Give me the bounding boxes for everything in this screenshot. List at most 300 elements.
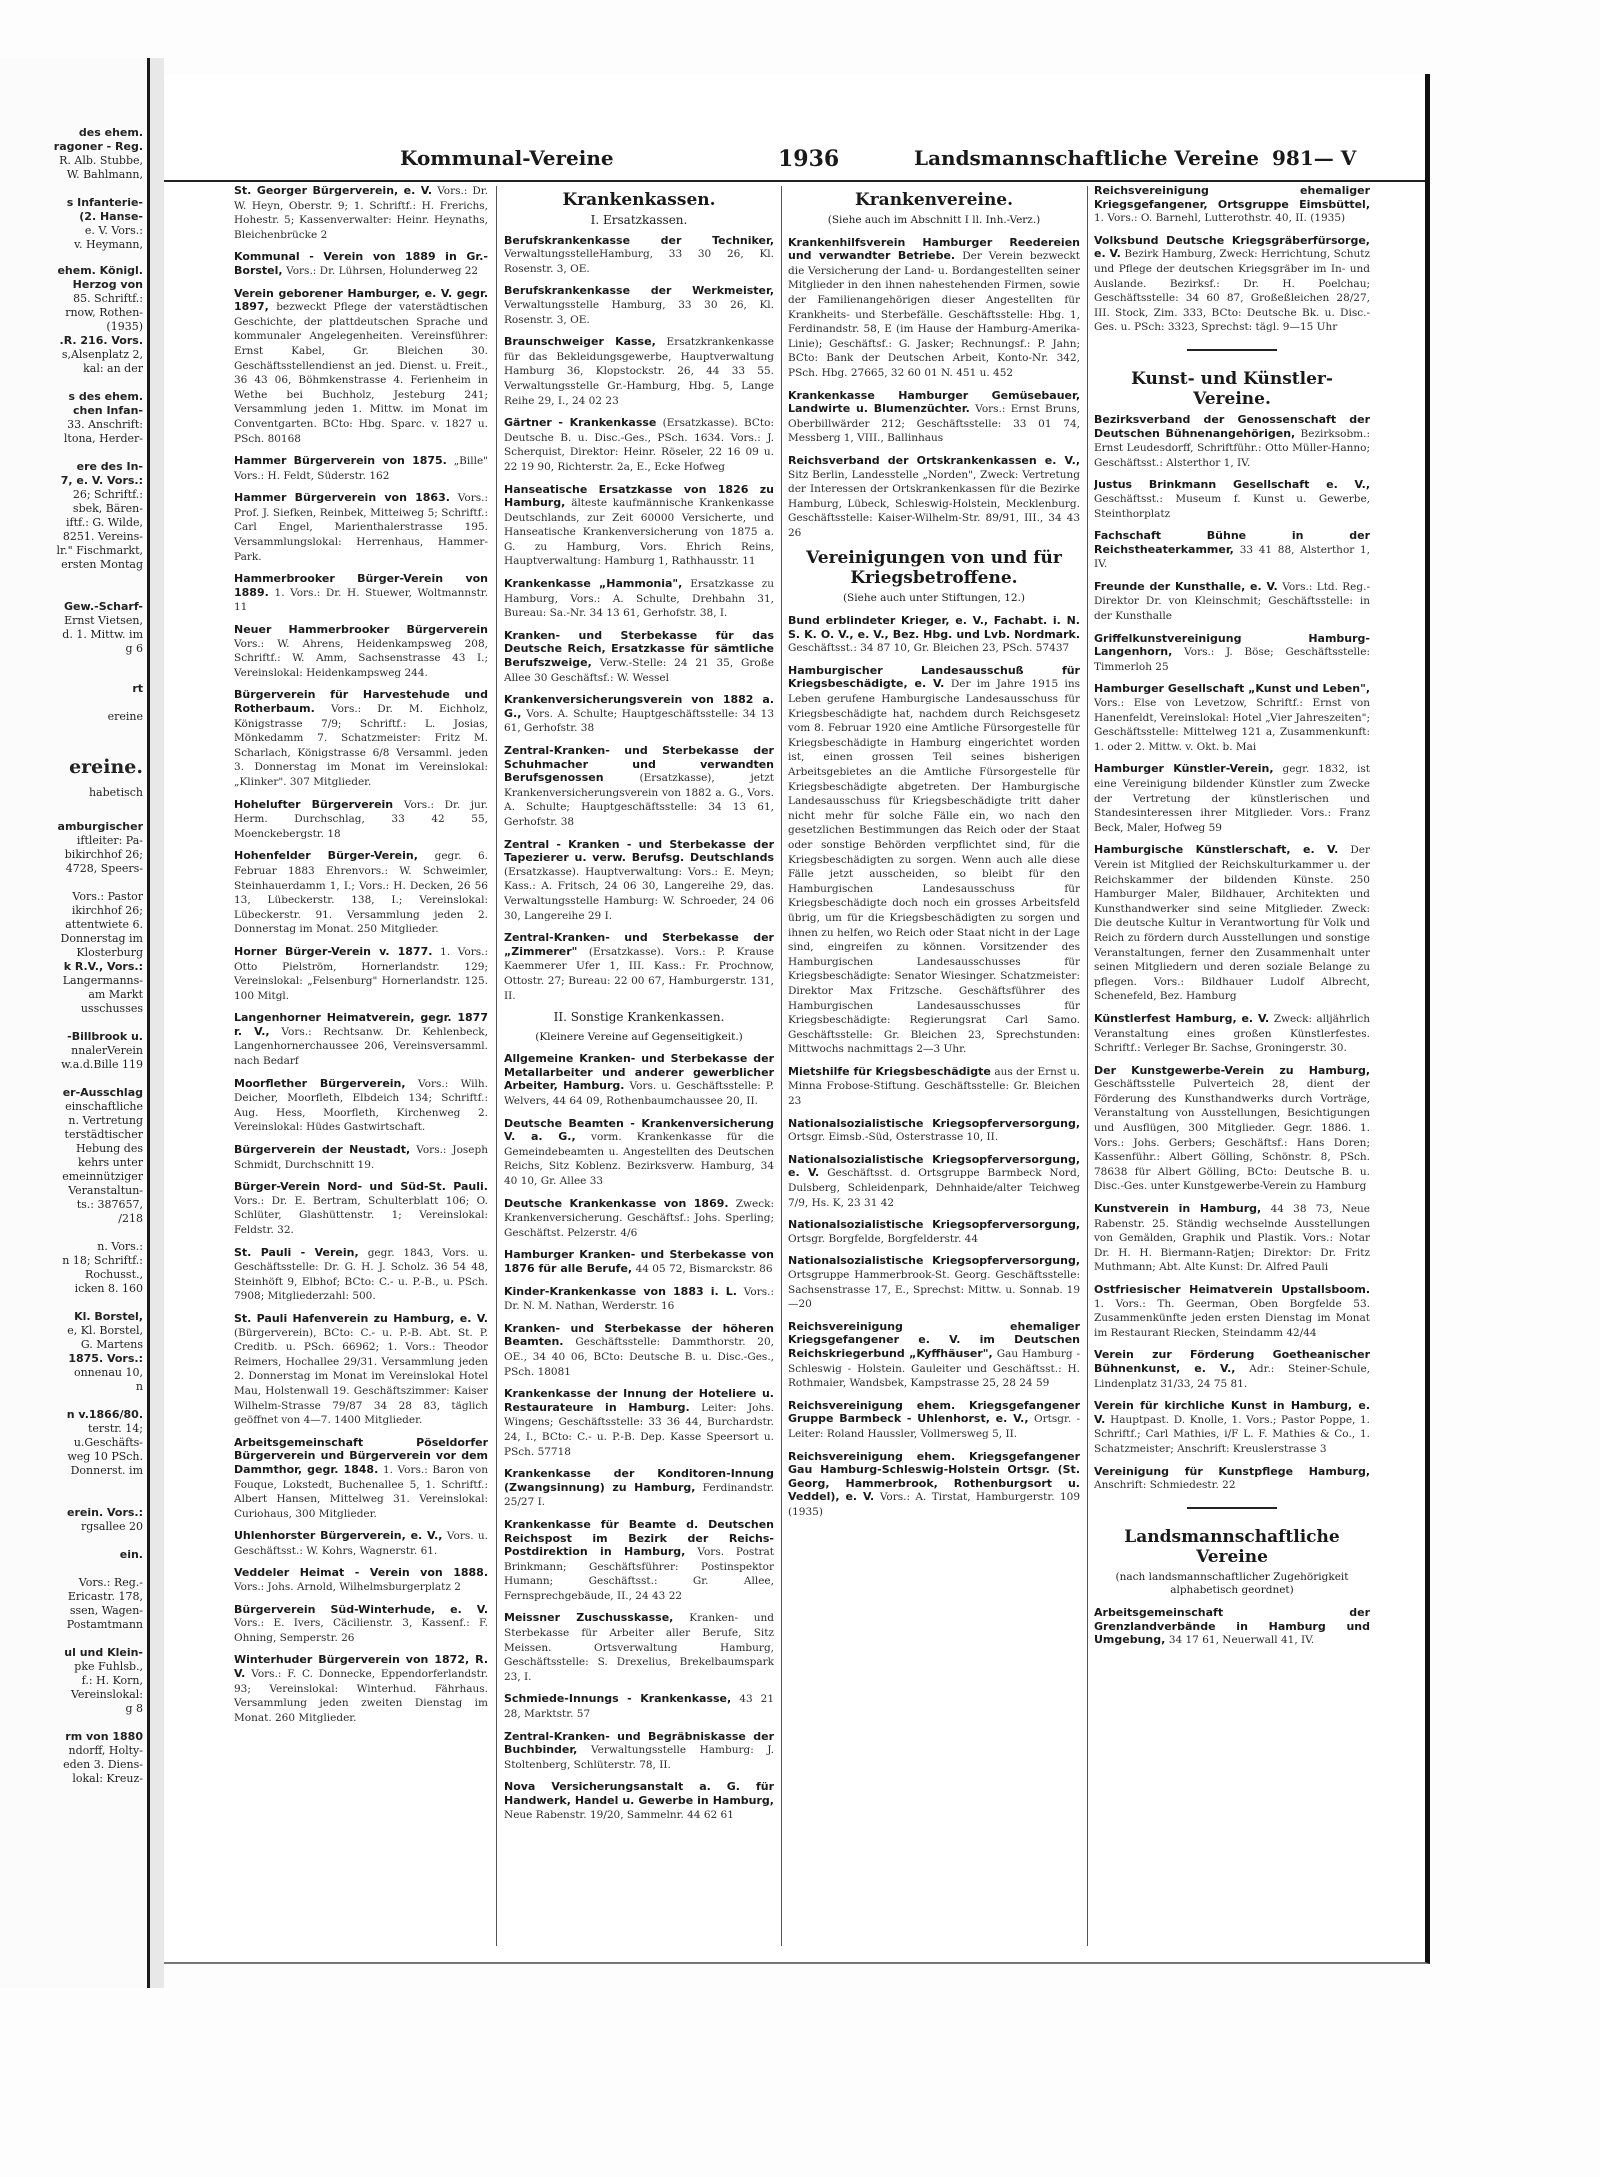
directory-entry [234, 849, 488, 937]
strip-text-line: ul und Klein- [64, 1646, 143, 1659]
entry-details: Hauptpast. D. Knolle, 1. Vors.; Pastor Poppe, 1. Schriftf.; Carl Mathies, i/F L. F. Mathies & Co., 1. Schatzmeister; Anschrift: Kreuslerstrasse 3 [1094, 1413, 1370, 1455]
directory-entry [504, 931, 774, 1003]
entry-details: Gau Hamburg - Schleswig - Holstein. Gauleiter und Geschäftsst.: H. Rothmaier, Wandsbek, Kampstrasse 25, 28 24 59 [788, 1347, 1080, 1390]
directory-entry [504, 1197, 774, 1241]
strip-text-line: n v.1866/80. [66, 1408, 143, 1421]
entry-details: Vors.: Johs. Arnold, Wilhelmsburgerplatz 2 [234, 1581, 461, 1594]
directory-entry [504, 1730, 774, 1773]
directory-entry [504, 577, 774, 621]
directory-entry [788, 1254, 1080, 1311]
directory-entry [788, 614, 1080, 656]
strip-text-line: rt [132, 682, 143, 695]
entry-list [504, 1052, 774, 1822]
strip-text-line: pke Fuhlsb., [74, 1660, 143, 1673]
strip-text-line: icken 8. 160 [74, 1282, 143, 1295]
directory-entry [788, 1218, 1080, 1246]
strip-text-line: iftleiter: Pa- [76, 834, 143, 847]
entry-name: Hanseatische Ersatzkasse von 1826 zu Hamburg, [504, 482, 774, 510]
section-title: Kunst- und Künstler-Vereine. [1131, 368, 1333, 409]
directory-entry [234, 798, 488, 842]
strip-text-line: Ernst Vietsen, [64, 614, 143, 627]
strip-text-line: eden 3. Diens- [63, 1758, 143, 1771]
directory-entry [1094, 1399, 1370, 1456]
directory-entry [1094, 1202, 1370, 1275]
directory-entry [504, 1052, 774, 1108]
entry-details: 34 17 61, Neuerwall 41, IV. [1168, 1634, 1315, 1647]
section-title: Krankenkassen. [562, 190, 716, 210]
entry-details: Vors. u. Geschäftsstelle: P. Welvers, 44 64 09, Rothenbaumchaussee 20, II. [504, 1080, 774, 1108]
strip-text-line: Rochusst., [85, 1268, 143, 1281]
directory-entry [1094, 632, 1370, 675]
entry-details: „Bille" Vors.: H. Feldt, Süderstr. 162 [234, 455, 488, 482]
directory-entry [234, 1436, 488, 1522]
entry-name: Künstlerfest Hamburg, e. V. [1094, 1011, 1270, 1025]
strip-text-line: R. Alb. Stubbe, [59, 154, 143, 167]
column-kommunal-vereine [234, 184, 488, 1954]
section-divider [1187, 349, 1277, 351]
entry-details: Vors.: Else von Levetzow, Schriftf.: Ernst von Hanenfeldt, Vereinslokal: Hotel „Vier Jahreszeiten"; Geschäftsstelle: Mittelweg 121 a, Zusammenkunft: 1. oder 2. Mittw. v. Okt. b. Mai [1094, 697, 1370, 753]
entry-name: Deutsche Krankenkasse von 1869. [504, 1196, 729, 1210]
entry-details: Bezirksobm.: Ernst Leudesdorff, Schriftführ.: Otto Müller-Hanno; Geschäftsst.: Alsterthor 1, IV. [1094, 427, 1370, 469]
directory-entry [1094, 762, 1370, 835]
entry-details: Ortsgruppe Hammerbrook-St. Georg. Geschäftsstelle: Sachsenstrasse 17, E., Sprechst: Mittw. u. Sonnab. 19—20 [788, 1269, 1080, 1311]
entry-details: vorm. Krankenkasse für die Gemeindebeamten u. Angestellten des Deutschen Reichs, Sitz Koblenz. Bezirksverw. Hamburg, 34 40 10, Gr. Allee 33 [504, 1131, 774, 1188]
entry-name: Reichsvereinigung ehem. Kriegsgefangener Gau Hamburg-Schleswig-Holstein Ortsgr. (St. Georg, Hammerbrook, Rothenburgsort u. Veddel), e. V. [788, 1449, 1080, 1504]
entry-list [1094, 1606, 1370, 1648]
entry-name: Neuer Hammerbrooker Bürgerverein [234, 623, 488, 637]
strip-text-line: usschusses [80, 1002, 143, 1015]
directory-entry [1094, 843, 1370, 1004]
entry-name: Zentral - Kranken - und Sterbekasse der Tapezierer u. verw. Berufsg. Deutschlands [504, 837, 774, 865]
entry-details: (Ersatzkasse). BCto: Deutsche B. u. Disc.-Ges., PSch. 1634. Vors.: J. Scherquist, Direktor: Heinr. Röseler, 22 16 09 u. 22 19 90, Richterstr. 2a, E., Ecke Hofweg [504, 417, 774, 473]
section-title: Krankenvereine. [854, 190, 1014, 210]
entry-details: Ortsgr. - Leiter: Roland Haussler, Vollmersweg 5, II. [788, 1413, 1080, 1440]
entry-name: Ostfriesischer Heimatverein Upstallsboom. [1094, 1283, 1370, 1296]
strip-text-line: Ericastr. 178, [67, 1590, 143, 1603]
strip-text-line: s,Alsenplatz 2, [61, 348, 143, 361]
strip-text-line: g 8 [125, 1702, 143, 1715]
entry-details: Der Verein ist Mitglied der Reichskulturkammer u. der Reichskammer der bildenden Künste. 250 Hamburger Maler, Bildhauer, Architekten und Kunsthandwerker sind seine Mitglieder. Zweck: Die deutsche Kultur in Verantwortung für Volk und Reich zu fördern durch Ausstellungen und sonstige Veranstaltungen, ferner den Zusammenhalt unter seinen Mitgliedern und deren soziale Belange zu pflegen. Vors.: Bildhauer Ludolf Albrecht, Schenefeld, Bez. Hamburg [1094, 844, 1370, 1003]
directory-entry [788, 389, 1080, 446]
entry-name: Der Kunstgewerbe-Verein zu Hamburg, [1094, 1063, 1370, 1077]
strip-text-line: e, Kl. Borstel, [67, 1324, 143, 1337]
strip-text-line: weg 10 PSch. [67, 1450, 143, 1463]
entry-details: Vors.: Rechtsanw. Dr. Kehlenbeck, Langenhornerchaussee 206, Vereinsversamml. nach Bedarf [234, 1025, 488, 1068]
strip-text-line: ikirchhof 26; [71, 904, 143, 917]
column-kunst-vereine [1094, 184, 1370, 1954]
directory-entry [504, 1611, 774, 1684]
entry-name: Verein für kirchliche Kunst in Hamburg, e. V. [1094, 1399, 1370, 1426]
entry-details: Vors.: Wilh. Deicher, Moorfleth, Elbdeich 134; Schriftf.: Aug. Hess, Moorfleth, Kirchenweg 2. Vereinslokal: Hüdes Gastwirtschaft. [234, 1077, 488, 1134]
entry-details: Der Verein bezweckt die Versicherung der Land- u. Bordangestellten seiner Mitglieder in den ihnen nahestehenden Firmen, sowie der Familienangehörigen dieser Angestellten für Krankheits- und Sterbefälle. Geschäftsstelle: Hbg. 1, Ferdinandstr. 58, E (im Hause der Hamburg-Amerika-Linie); Geschäftsf.: G. Jasker; Rechnungsf.: P. Jahn; BCto: Bank der Deutschen Arbeit, Konto-Nr. 342, PSch. Hbg. 27665, 32 60 01 N. 451 u. 452 [788, 250, 1080, 379]
entry-name: Kranken- und Sterbekasse der höheren Beamten. [504, 1321, 774, 1349]
strip-text-line: W. Bahlmann, [66, 168, 143, 181]
directory-entry [788, 1065, 1080, 1109]
entry-name: Kunstverein in Hamburg, [1094, 1202, 1262, 1216]
directory-entry [234, 688, 488, 789]
strip-text-line: am Markt [88, 988, 143, 1001]
entry-name: Krankenversicherungsverein von 1882 a. G., [504, 693, 774, 720]
header-section-left: Kommunal-Vereine [400, 146, 614, 170]
entry-name: Nationalsozialistische Kriegsopferversorgung, e. V. [788, 1152, 1080, 1180]
strip-text-line: chen Infan- [72, 404, 143, 417]
entry-name: St. Pauli - Verein, [234, 1245, 359, 1259]
entry-name: Arbeitsgemeinschaft der Grenzlandverbände in Hamburg und Umgebung, [1094, 1605, 1370, 1647]
strip-text-line: e. V. Vors.: [84, 224, 143, 237]
strip-text-line: -Billbrook u. [67, 1030, 143, 1043]
strip-text-line: w.a.d.Bille 119 [61, 1058, 143, 1071]
entry-details: Vors.: Dr. W. Heyn, Oberstr. 9; 1. Schriftf.: H. Frerichs, Hohestr. 5; Kassenverwalter: Heinr. Heynaths, Bleichenbrücke 2 [234, 185, 488, 241]
entry-name: Braunschweiger Kasse, [504, 335, 656, 349]
directory-entry [788, 454, 1080, 541]
entry-name: Mietshilfe für Kriegsbeschädigte [788, 1064, 991, 1078]
strip-text-line: Veranstaltun- [68, 1184, 143, 1197]
entry-name: Hamburger Kranken- und Sterbekasse von 1876 für alle Berufe, [504, 1248, 774, 1275]
strip-text-line: erein. Vors.: [67, 1506, 143, 1519]
strip-text-line: G. Martens [80, 1338, 143, 1351]
entry-details: VerwaltungsstelleHamburg, 33 30 26, Kl. Rosenstr. 3, OE. [504, 248, 774, 275]
entry-details: Vors.: Dr. M. Eichholz, Königstrasse 7/9; Schriftf.: L. Josias, Mönkedamm 7. Schatzmeister: Fritz M. Scharlach, Königstrasse 6/8 Versamml. jeden 3. Donnerstag im Monat im Vereinslokal: „Klinker". 307 Mitglieder. [234, 703, 488, 788]
entry-details: Zweck: alljährlich Veranstaltung eines großen Künstlerfestes. Schriftf.: Verleger Br. Sachse, Groningerstr. 30. [1094, 1012, 1370, 1055]
entry-details: Geschäftsst.: Museum f. Kunst u. Gewerbe, Steinthorplatz [1094, 492, 1370, 520]
strip-text-line: ereine. [69, 756, 143, 778]
entry-details: Vors.: J. Böse; Geschäftsstelle: Timmerloh 25 [1094, 646, 1370, 673]
entry-name: Hamburgischer Landesausschuß für Kriegsbeschädigte, e. V. [788, 663, 1080, 691]
entry-name: Veddeler Heimat - Verein von 1888. [234, 1566, 488, 1580]
directory-entry [234, 1312, 488, 1428]
directory-entry [234, 1603, 488, 1646]
entry-name: Reichsvereinigung ehemaliger Kriegsgefangener e. V. im Deutschen Reichskriegerbund „Kyffhäuser", [788, 1319, 1080, 1360]
strip-text-line: Vors.: Pastor [72, 890, 143, 903]
strip-text-line: Vereinslokal: [70, 1688, 143, 1701]
entry-details: Vors.: Dr. Lührsen, Holunderweg 22 [286, 264, 479, 277]
entry-details: Ersatzkrankenkasse für das Bekleidungsgewerbe, Hauptverwaltung Hamburg 36, Klopstockstr. 26, 44 33 55. Verwaltungsstelle Gr.-Hamburg, Hbg. 5, Lange Reihe 29, I., 24 02 23 [504, 336, 774, 407]
strip-text-line: Hebung des [75, 1142, 143, 1155]
strip-text-line: .R. 216. Vors. [59, 334, 143, 347]
entry-details: gegr. 1832, ist eine Vereinigung bildender Künstler zum Zwecke der Vertretung der künstlerischen und Standesinteressen ihrer Mitglieder. Vors.: Franz Beck, Maler, Hofweg 59 [1094, 763, 1370, 834]
directory-entry [234, 1077, 488, 1135]
directory-entry [1094, 1283, 1370, 1340]
directory-entry [1094, 580, 1370, 624]
strip-text-line: kehrs unter [77, 1156, 143, 1169]
section-subtitle: I. Ersatzkassen. [590, 213, 688, 227]
strip-text-line: amburgischer [57, 820, 143, 833]
entry-list [788, 614, 1080, 1519]
entry-name: Hamburgische Künstlerschaft, e. V. [1094, 843, 1339, 857]
entry-name: Fachschaft Bühne in der Reichstheaterkammer, [1094, 529, 1370, 556]
entry-name: Berufskrankenkasse der Werkmeister, [504, 284, 774, 298]
strip-text-line: s des ehem. [68, 390, 143, 403]
strip-text-line: 85. Schriftf.: [73, 292, 143, 305]
header-year: 1936 [778, 146, 840, 172]
strip-text-line: ssen, Wagen- [69, 1604, 143, 1617]
entry-name: Krankenkasse der Innung der Hoteliere u. Restaurateure in Hamburg. [504, 1387, 774, 1414]
page-header [164, 146, 1430, 182]
entry-details: Ortsgr. Borgfelde, Borgfelderstr. 44 [788, 1232, 979, 1245]
entry-details: Leiter: Johs. Wingens; Geschäftsstelle: 33 36 44, Burchardstr. 24, I., BCto: C.- u. P.-B. Dep. Kasse Speersort u. PSch. 57718 [504, 1401, 774, 1458]
entry-name: Nationalsozialistische Kriegsopferversorgung, [788, 1116, 1080, 1130]
section-note: (Siehe auch unter Stiftungen, 12.) [842, 592, 1026, 605]
section-note: (nach landsmannschaftlicher Zugehörigkeit alphabetisch geordnet) [1115, 1570, 1349, 1597]
entry-details: Vors.: E. Ivers, Cäcilienstr. 3, Kassenf.: F. Ohning, Semperstr. 26 [234, 1617, 488, 1644]
directory-entry [234, 1653, 488, 1725]
directory-entry [1094, 1465, 1370, 1493]
directory-entry [788, 236, 1080, 381]
entry-name: Bund erblindeter Krieger, e. V., Fachabt. i. N. S. K. O. V., e. V., Bez. Hbg. und Lvb. Nordmark. [788, 614, 1080, 641]
strip-text-line: ltona, Herder- [63, 432, 143, 445]
directory-entry [504, 1117, 774, 1189]
directory-entry [234, 1529, 488, 1558]
entry-name: Zentral-Kranken- und Sterbekasse der Schuhmacher und verwandten Berufsgenossen [504, 744, 774, 785]
entry-name: Hammerbrooker Bürger-Verein von 1889. [234, 572, 488, 599]
entry-details: Vors.: Ltd. Reg.-Direktor Dr. von Kleinschmit; Geschäftsstelle: in der Kunsthalle [1094, 580, 1370, 623]
directory-entry [504, 483, 774, 570]
strip-text-line: 26; Schriftf.: [72, 488, 143, 501]
directory-entry [234, 1180, 488, 1237]
entry-name: Langenhorner Heimatverein, gegr. 1877 r. V., [234, 1011, 488, 1038]
entry-name: Moorflether Bürgerverein, [234, 1076, 406, 1090]
entry-details: Bezirk Hamburg, Zweck: Herrichtung, Schutz und Pflege der deutschen Kriegsgräber im In- und Auslande. Bezirksf.: Dr. H. Poelchau; Geschäftsstelle: 34 60 87, Großeßleichen 28/27, III. Stock, Zim. 333, BCto: Deutsche Bk. u. Disc.-Ges. u. PSch: 3323, Sprechst: tägl. 9—15 Uhr [1094, 248, 1370, 334]
entry-details: Verwaltungsstelle Hamburg, 33 30 26, Kl. Rosenstr. 3, OE. [504, 298, 774, 326]
entry-name: Verein geborener Hamburger, e. V. gegr. 1897, [234, 286, 488, 314]
strip-text-line: 8251. Vereins- [62, 530, 143, 543]
strip-text-line: bikirchhof 26; [64, 848, 143, 861]
entry-details: bezweckt Pflege der vaterstädtischen Geschichte, der plattdeutschen Sprache und kommunaler Angelegenheiten. Vereinsführer: Ernst Kabel, Gr. Bleichen 30. Geschäftsstellendienst an jed. Dienst. u. Freit., 36 43 06, Böhmkenstrasse 4. Ferienheim in Wethe bei Buchholz, Jesteburg 241; Versammlung jeden 1. Mittw. im Monat im Conventgarten. BCto: Hbg. Sparc. v. 1827 u. PSch. 80168 [234, 301, 488, 445]
directory-entry [1094, 413, 1370, 470]
entry-name: Kranken- und Sterbekasse für das Deutsche Reich, Ersatzkasse für sämtliche Berufszweige, [504, 628, 774, 670]
strip-text-line: n [135, 1380, 143, 1393]
directory-entry [504, 284, 774, 327]
strip-text-line: des ehem. [78, 126, 143, 139]
strip-text-line: lr." Fischmarkt, [56, 544, 143, 557]
directory-entry [1094, 682, 1370, 754]
entry-name: Krankenkasse der Konditoren-Innung (Zwangsinnung) zu Hamburg, [504, 1467, 774, 1494]
entry-details: 44 38 73, Neue Rabenstr. 25. Ständig wechselnde Ausstellungen von Gemälden, Graphik und Plastik. Vors.: Notar Dr. H. H. Biermann-Ratjen; Direktor: Dr. Fritz Muthmann; Abt. Alte Kunst: Dr. Alfred Pauli [1094, 1203, 1370, 1274]
column-divider [1087, 186, 1088, 1946]
strip-text-line: einschaftliche [65, 1100, 143, 1113]
directory-entry [504, 1780, 774, 1822]
directory-entry [234, 454, 488, 483]
entry-details: 1. Vors.: O. Barnehl, Lutterothstr. 40, II. (1935) [1094, 212, 1346, 225]
directory-entry [504, 335, 774, 408]
entry-details: Vors.: W. Ahrens, Heidenkampsweg 208, Schriftf.: W. Amm, Sachsenstrasse 43 I.; Vereinslokal: Heidenkampsweg 244. [234, 637, 488, 679]
section-note: (Siehe auch im Abschnitt I ll. Inh.-Verz.) [827, 214, 1041, 226]
section-note: (Kleinere Vereine auf Gegenseitigkeit.) [535, 1030, 743, 1043]
directory-entry [788, 1153, 1080, 1210]
directory-entry [234, 1143, 488, 1172]
strip-text-line: 33. Anschrift: [67, 418, 143, 431]
directory-entry [234, 1246, 488, 1304]
strip-text-line: iftf.: G. Wilde, [66, 516, 143, 529]
directory-entry [504, 744, 774, 830]
strip-text-line: rnow, Rothen- [65, 306, 143, 319]
entry-list [1094, 413, 1370, 1493]
strip-text-line: attentwiete 6. [65, 918, 143, 931]
entry-details: gegr. 1843, Vors. u. Geschäftsstelle: Dr. G. H. J. Scholz. 36 54 48, Steinhöft 9, Elbhof; BCto: C.- u. P.-B., u. PSch. 7908; Mitgliederzahl: 500. [234, 1246, 488, 1303]
strip-text-line: kal: an der [83, 362, 143, 375]
strip-text-line: ragoner - Reg. [53, 140, 143, 153]
directory-entry [504, 416, 774, 474]
header-section-right: Landsmannschaftliche Vereine [914, 146, 1259, 170]
strip-text-line: Herzog von [72, 278, 143, 291]
entry-details: aus der Ernst u. Minna Frobose-Stiftung. Geschäftsstelle: Gr. Bleichen 23 [788, 1065, 1080, 1108]
entry-list [234, 184, 488, 1725]
strip-text-line: (2. Hanse- [79, 210, 143, 223]
section-title: Vereinigungen von und für Kriegsbetroffene. [806, 548, 1062, 589]
directory-entry [504, 234, 774, 277]
entry-name: Justus Brinkmann Gesellschaft e. V., [1094, 478, 1370, 492]
directory-entry [234, 491, 488, 564]
entry-details: Vors.: A. Tirstat, Hamburgerstr. 109 (1935) [788, 1491, 1080, 1518]
strip-text-line: ndorff, Holty- [68, 1744, 143, 1757]
entry-name: Meissner Zuschusskasse, [504, 1611, 674, 1625]
entry-details: 1. Vors.: Dr. H. Stuewer, Woltmannstr. 11 [234, 586, 488, 614]
entry-details: Verw.-Stelle: 24 21 35, Große Allee 30 Geschäftsf.: W. Wessel [504, 657, 774, 684]
strip-text-line: Gew.-Scharf- [64, 600, 143, 613]
entry-name: Freunde der Kunsthalle, e. V. [1094, 579, 1278, 593]
entry-name: Vereinigung für Kunstpflege Hamburg, [1094, 1464, 1370, 1478]
entry-details: Vors. Postrat Brinkmann; Geschäftsführer: Postinspektor Humann; Geschäftsst.: Gr. Allee, Fernsprechgebäude, II., 24 43 22 [504, 1546, 774, 1602]
directory-entry [788, 1399, 1080, 1442]
directory-entry [1094, 1606, 1370, 1648]
entry-name: Krankenkasse für Beamte d. Deutschen Reichspost im Bezirk der Reichs-Postdirektion in Hamburg, [504, 1517, 774, 1559]
entry-name: Zentral-Kranken- und Begräbniskasse der Buchbinder, [504, 1729, 774, 1757]
strip-text-line: rm von 1880 [65, 1730, 143, 1743]
directory-entry [1094, 529, 1370, 572]
strip-text-line: Postamtmann [66, 1618, 143, 1631]
entry-name: Winterhuder Bürgerverein von 1872, R. V. [234, 1653, 488, 1681]
entry-details: älteste kaufmännische Krankenkasse Deutschlands, zur Zeit 60000 Versicherte, und Hanseatische Krankenversicherung von 1875 a. G. zu Hamburg, Vors. Ehrich Reins, Hauptverwaltung: Hamburg 1, Rathhausstr. 11 [504, 497, 774, 568]
entry-details: Zweck: Krankenversicherung. Geschäftsf.: Johs. Sperling; Geschäftst. Pelzerstr. 4/6 [504, 1197, 774, 1239]
strip-text-line: ts.: 387657, [76, 1198, 143, 1211]
entry-name: St. Pauli Hafenverein zu Hamburg, e. V. [234, 1311, 488, 1325]
strip-text-line: ersten Montag [61, 558, 143, 571]
book-gutter [150, 58, 164, 1988]
entry-details: 44 05 72, Bismarckstr. 86 [635, 1263, 773, 1275]
entry-details: Ortsgr. Eimsb.-Süd, Osterstrasse 10, II. [788, 1131, 999, 1144]
entry-name: Gärtner - Krankenkasse [504, 416, 657, 430]
directory-entry [504, 1692, 774, 1721]
directory-page [164, 74, 1430, 1964]
strip-text-line: k R.V., Vors.: [63, 960, 143, 973]
entry-details: Vors.: Prof. J. Siefken, Reinbek, Mitteiweg 5; Schriftf.: Carl Engel, Marienthalerstrasse 195. Versammlungslokal: Herrenhaus, Hammer-Park. [234, 492, 488, 563]
strip-text-line: u.Geschäfts- [73, 1436, 143, 1449]
directory-entry [1094, 478, 1370, 521]
directory-entry [504, 629, 774, 685]
entry-name: Hamburger Gesellschaft „Kunst und Leben", [1094, 682, 1370, 696]
entry-details: gegr. 6. Februar 1883 Ehrenvors.: W. Schweimler, Steinhauerdamm 1, I.; Vors.: H. Decken, 26 56 13, Lübeckerstr. 138, I.; Vereinslokal: Lübeckerstr. 91. Versammlung jeden 2. Donnerstag im Monat. 250 Mitglieder. [234, 850, 488, 936]
entry-list [1094, 184, 1370, 335]
entry-name: Bürgerverein der Neustadt, [234, 1143, 411, 1157]
entry-details: Sitz Berlin, Landesstelle „Norden", Zweck: Vertretung der Interessen der Ortskrankenkassen für die Bezirke Hamburg, Lübeck, Schleswig-Holstein, Mecklenburg. Geschäftsstelle: Kaiser-Wilhelm-Str. 89/91, III., 34 43 26 [788, 468, 1080, 539]
page-number: 981— V [1272, 146, 1357, 170]
column-divider [496, 186, 497, 1946]
directory-entry [234, 184, 488, 242]
entry-details: 1. Vors.: Th. Geerman, Oben Borgfelde 53. Zusammenkünfte jeden ersten Dienstag im Monat im Restaurant Riecken, Steindamm 42/44 [1094, 1297, 1370, 1339]
directory-entry [234, 1011, 488, 1068]
entry-details: Ferdinandstr. 25/27 I. [504, 1481, 774, 1509]
entry-name: Allgemeine Kranken- und Sterbekasse der Metallarbeiter und anderer gewerblicher Arbeiter, Hamburg. [504, 1052, 774, 1093]
directory-entry [504, 1467, 774, 1510]
strip-text-line: (1935) [106, 320, 143, 333]
strip-text-line: rgsallee 20 [80, 1520, 143, 1533]
section-title: Landsmannschaftliche Vereine [1124, 1526, 1340, 1567]
entry-name: Griffelkunstvereinigung Hamburg-Langenhorn, [1094, 631, 1370, 659]
entry-list [504, 234, 774, 1004]
entry-name: Kinder-Krankenkasse von 1883 i. L. [504, 1284, 737, 1298]
directory-entry [234, 1566, 488, 1594]
entry-name: Schmiede-Innungs - Krankenkasse, [504, 1692, 732, 1706]
entry-name: Reichsverband der Ortskrankenkassen e. V., [788, 453, 1080, 467]
entry-details: Geschäftsstelle: Dammthorstr. 20, OE., 34 40 06, BCto: Deutsche B. u. Disc.-Ges., PSch. 18081 [504, 1336, 774, 1378]
strip-text-line: emeinnütziger [62, 1170, 143, 1183]
strip-text-line: Klosterburg [76, 946, 143, 959]
directory-entry [504, 1322, 774, 1379]
entry-name: Krankenhilfsverein Hamburger Reedereien und verwandter Betriebe. [788, 235, 1080, 263]
entry-details: Vors.: F. C. Donnecke, Eppendorferlandstr. 93; Vereinslokal: Winterhud. Fährhaus. Versammlung jeden zweiten Dienstag im Monat. 260 Mitglieder. [234, 1668, 488, 1724]
entry-details: Anschrift: Schmiedestr. 22 [1094, 1479, 1236, 1492]
directory-entry [788, 1450, 1080, 1520]
directory-entry [234, 623, 488, 680]
directory-entry [504, 693, 774, 736]
entry-name: Reichsvereinigung ehem. Kriegsgefangener Gruppe Barmbeck - Uhlenhorst, e. V., [788, 1398, 1080, 1426]
entry-details: Vors.: Dr. jur. Herm. Durchschlag, 33 42 55, Moenckebergstr. 18 [234, 798, 488, 840]
directory-entry [788, 664, 1080, 1057]
entry-name: Krankenkasse Hamburger Gemüsebauer, Landwirte u. Blumenzüchter. [788, 388, 1080, 416]
entry-name: Bezirksverband der Genossenschaft der Deutschen Bühnenangehörigen, [1094, 412, 1370, 440]
entry-name: Bürgerverein für Harvestehude und Rotherbaum. [234, 688, 488, 715]
strip-text-line: n 18; Schriftf.: [62, 1254, 143, 1267]
directory-entry [504, 1248, 774, 1276]
directory-entry [504, 1285, 774, 1314]
strip-text-line: /218 [118, 1212, 143, 1225]
directory-entry [504, 838, 774, 924]
directory-entry [1094, 1064, 1370, 1194]
entry-details: Neue Rabenstr. 19/20, Sammelnr. 44 62 61 [504, 1808, 734, 1821]
strip-text-line: Vors.: Reg.- [78, 1576, 143, 1589]
entry-details: (Ersatzkasse), jetzt Krankenversicherungsverein von 1882 a. G., Vors. A. Schulte; Hauptgeschäftsstelle: 34 13 61, Gerhofstr. 38 [504, 772, 774, 828]
strip-text-line: n. Vertretung [68, 1114, 143, 1127]
directory-entry [234, 572, 488, 615]
column-krankenkassen [504, 184, 774, 1954]
directory-entry [788, 1117, 1080, 1145]
strip-text-line: ein. [119, 1548, 143, 1561]
entry-name: Nationalsozialistische Kriegsopferversorgung, [788, 1218, 1080, 1232]
strip-text-line: f.: H. Korn, [81, 1674, 143, 1687]
strip-text-line: sbek, Bären- [72, 502, 143, 515]
entry-name: Hohelufter Bürgerverein [234, 797, 394, 811]
directory-entry [234, 945, 488, 1003]
strip-text-line: terstädtischer [64, 1128, 143, 1141]
directory-entry [504, 1518, 774, 1604]
directory-entry [1094, 1348, 1370, 1391]
entry-name: Berufskrankenkasse der Techniker, [504, 233, 774, 247]
strip-text-line: Kl. Borstel, [74, 1310, 143, 1323]
strip-text-line: 7, e. V. Vors.: [60, 474, 143, 487]
entry-details: Ersatzkasse zu Hamburg, Vors.: A. Schulte, Drehbahn 31, Bureau: Sa.-Nr. 34 13 61, Gerhofstr. 38, I. [504, 578, 774, 620]
entry-name: Bürgerverein Süd-Winterhude, e. V. [234, 1602, 488, 1616]
entry-name: Nova Versicherungsanstalt a. G. für Handwerk, Handel u. Gewerbe in Hamburg, [504, 1780, 774, 1807]
directory-entry [1094, 1012, 1370, 1056]
directory-entry [788, 1320, 1080, 1391]
entry-details: 33 41 88, Alsterthor 1, IV. [1094, 543, 1370, 571]
entry-name: Bürger-Verein Nord- und Süd-St. Pauli. [234, 1180, 488, 1194]
entry-name: St. Georger Bürgerverein, e. V. [234, 184, 433, 197]
strip-text-line: n. Vors.: [97, 1240, 143, 1253]
entry-details: Vors.: Ernst Bruns, Oberbillwärder 212; Geschäftsstelle: 33 01 74, Messberg 1, VIII., Ballinhaus [788, 403, 1080, 445]
strip-text-line: er-Ausschlag [62, 1086, 143, 1099]
entry-name: Verein zur Förderung Goetheanischer Bühnenkunst, e. V., [1094, 1348, 1370, 1375]
